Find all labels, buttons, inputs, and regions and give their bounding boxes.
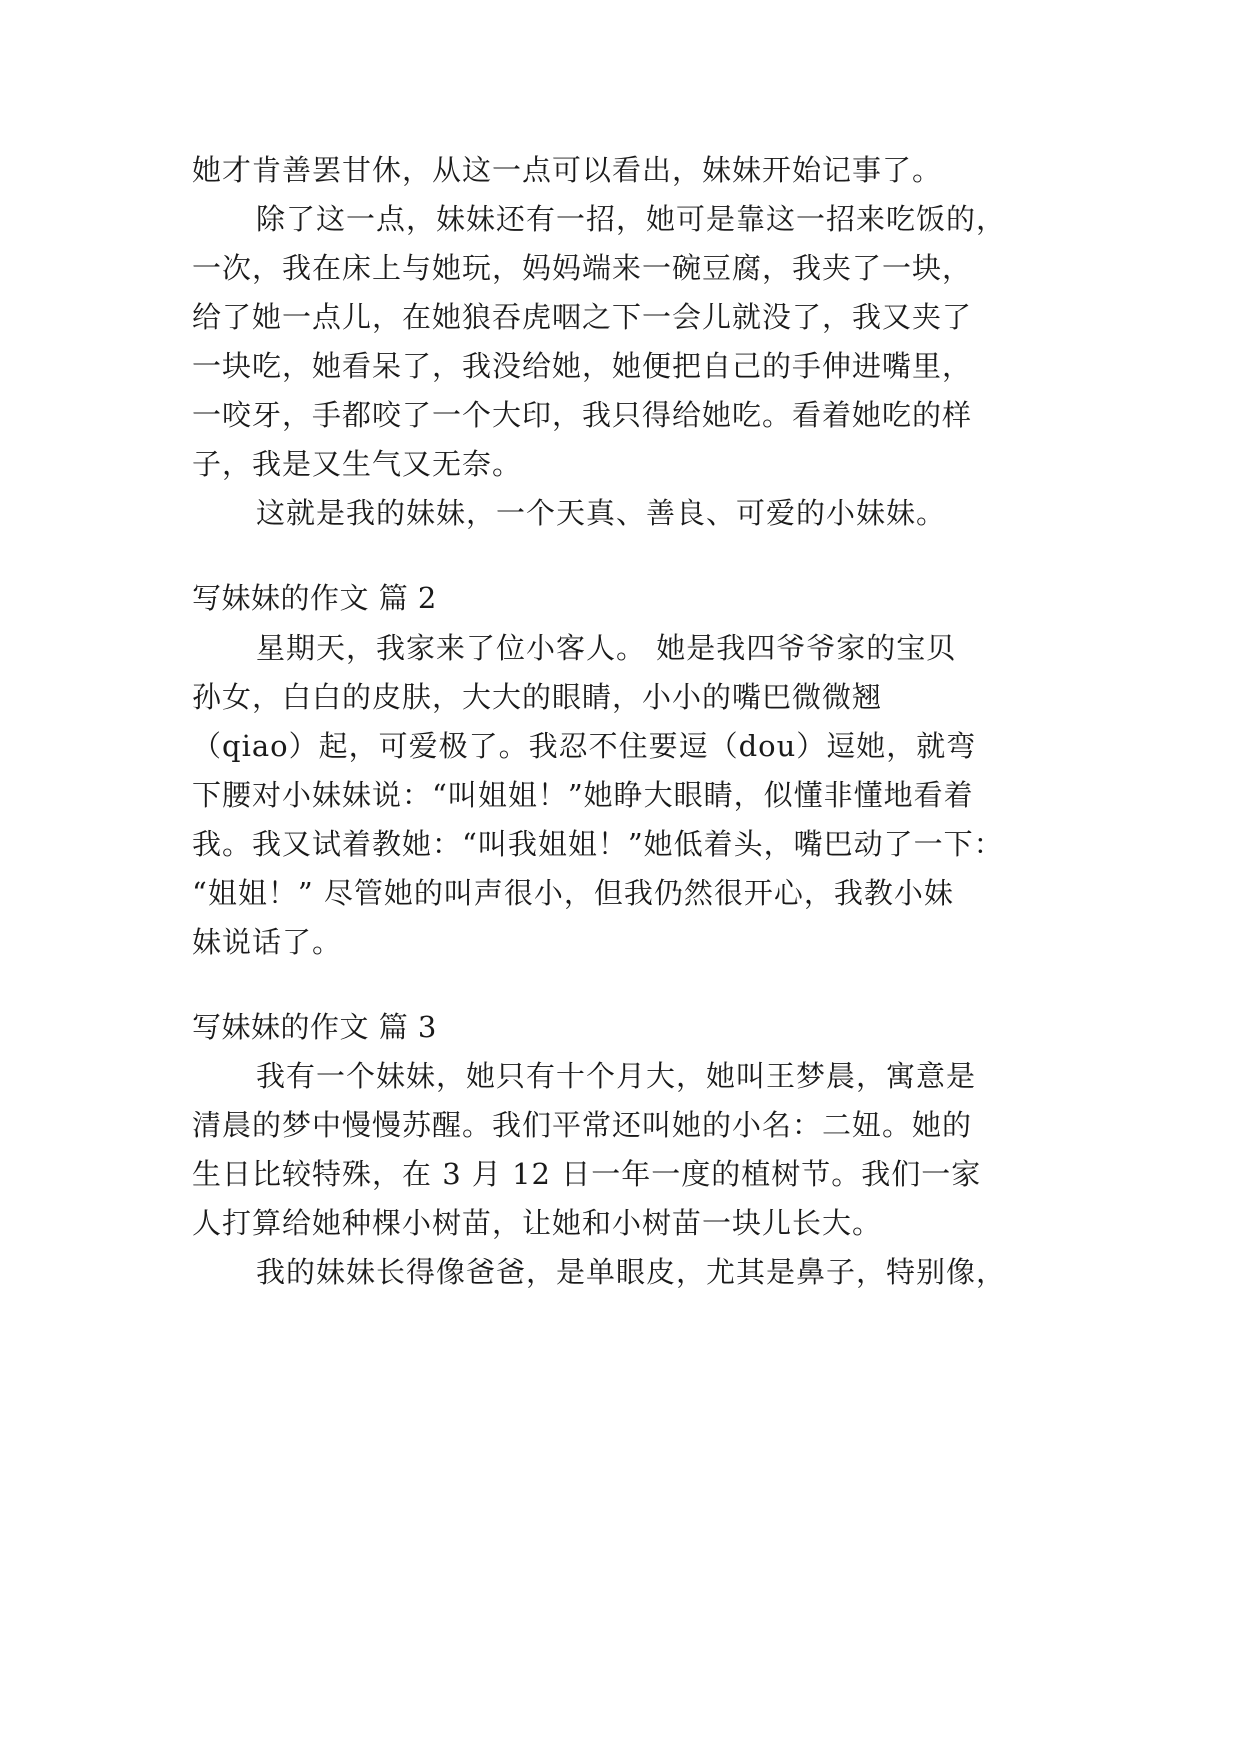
- section-heading: 写妹妹的作文 篇 3: [192, 1010, 437, 1044]
- text-line: 给了她一点儿，在她狼吞虎咽之下一会儿就没了，我又夹了: [192, 300, 973, 334]
- paragraph-start: 星期天，我家来了位小客人。 她是我四爷爷家的宝贝: [256, 631, 957, 665]
- paragraph-start: 除了这一点，妹妹还有一招，她可是靠这一招来吃饭的，: [256, 202, 1007, 236]
- section-heading: 写妹妹的作文 篇 2: [192, 581, 437, 615]
- text-line: 子，我是又生气又无奈。: [192, 447, 523, 481]
- text-line: 我。我又试着教她：“叫我姐姐！”她低着头，嘴巴动了一下：: [192, 827, 1004, 861]
- text-line: （qiao）起，可爱极了。我忍不住要逗（dou）逗她，就弯: [192, 729, 977, 763]
- text-line: 一次，我在床上与她玩，妈妈端来一碗豆腐，我夹了一块，: [192, 251, 973, 285]
- paragraph-start: 这就是我的妹妹，一个天真、善良、可爱的小妹妹。: [256, 496, 947, 530]
- text-line: 清晨的梦中慢慢苏醒。我们平常还叫她的小名：二妞。她的: [192, 1108, 973, 1142]
- text-line: “姐姐！” 尽管她的叫声很小，但我仍然很开心，我教小妹: [192, 876, 954, 910]
- text-line: 一块吃，她看呆了，我没给她，她便把自己的手伸进嘴里，: [192, 349, 973, 383]
- text-line: 妹说话了。: [192, 925, 343, 959]
- text-line: 孙女，白白的皮肤，大大的眼睛，小小的嘴巴微微翘: [192, 680, 883, 714]
- paragraph-start: 我有一个妹妹，她只有十个月大，她叫王梦晨，寓意是: [256, 1059, 977, 1093]
- text-line: 人打算给她种棵小树苗，让她和小树苗一块儿长大。: [192, 1206, 883, 1240]
- text-line: 她才肯善罢甘休，从这一点可以看出，妹妹开始记事了。: [192, 153, 943, 187]
- paragraph-start: 我的妹妹长得像爸爸，是单眼皮，尤其是鼻子，特别像，: [256, 1255, 1007, 1289]
- text-line: 一咬牙，手都咬了一个大印，我只得给她吃。看着她吃的样: [192, 398, 973, 432]
- text-line: 生日比较特殊，在 3 月 12 日一年一度的植树节。我们一家: [192, 1157, 982, 1191]
- text-line: 下腰对小妹妹说：“叫姐姐！”她睁大眼睛，似懂非懂地看着: [192, 778, 974, 812]
